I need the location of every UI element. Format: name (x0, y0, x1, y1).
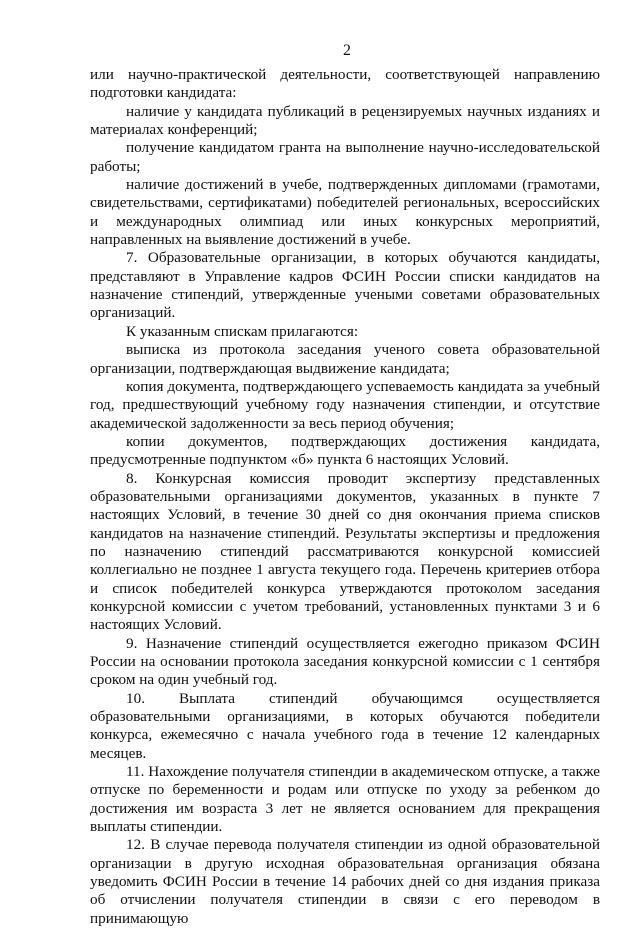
paragraph-item-8: 8. Конкурсная комиссия проводит экспертизу представленных образовательными организациями документов, указанных в пункте 7 настоящих Условий, в течение 30 дней со дня окончания приема списков кандидатов на назначение стипендий. Результаты экспертизы и предложения по назначению стипендий рассматриваются конкурсной комиссией коллегиально не позднее 1 августа текущего года. Перечень критериев отбора и список победителей конкурса утверждаются протоколом заседания конкурсной комиссии с учетом требований, установленных пунктами 3 и 6 настоящих Условий. (90, 469, 600, 634)
page-number: 2 (343, 42, 351, 59)
paragraph-item-11: 11. Нахождение получателя стипендии в академическом отпуске, а также отпуске по беременности и родам или отпуске по уходу за ребенком до достижения им возраста 3 лет не является основанием для прекращения выплаты стипендии. (90, 763, 600, 836)
paragraph-item-7: 7. Образовательные организации, в которых обучаются кандидаты, представляют в Управление кадров ФСИН России списки кандидатов на назначение стипендий, утвержденные учеными советами образовательных организаций. (90, 249, 600, 322)
paragraph-performance-copy: копия документа, подтверждающего успеваемость кандидата за учебный год, предшествующий учебному году назначения стипендии, и отсутствие академической задолженности за весь период обучения; (90, 377, 600, 432)
paragraph-continuation: или научно-практической деятельности, соответствующей направлению подготовки кандидата: (90, 66, 600, 102)
paragraph-publications: наличие у кандидата публикаций в рецензируемых научных изданиях и материалах конференций; (90, 102, 600, 139)
paragraph-protocol-extract: выписка из протокола заседания ученого совета образовательной организации, подтверждающая выдвижение кандидата; (90, 341, 600, 377)
paragraph-item-10: 10. Выплата стипендий обучающимся осуществляется образовательными организациями, в которых обучаются победители конкурса, ежемесячно с начала учебного года в течение 12 календарных месяцев. (90, 689, 600, 762)
paragraph-achievements: наличие достижений в учебе, подтвержденных дипломами (грамотами, свидетельствами, сертификатами) победителей региональных, всероссийских и международных олимпиад или иных конкурсных мероприятий, направленных на выявление достижений в учебе. (90, 176, 600, 249)
paragraph-grant: получение кандидатом гранта на выполнение научно-исследовательской работы; (90, 139, 600, 175)
paragraph-item-12: 12. В случае перевода получателя стипендии из одной образовательной организации в другую исходная образовательная организация обязана уведомить ФСИН России в течение 14 рабочих дней со дня издания приказа об отчислении получателя стипендии в связи с его переводом в принимающую (90, 836, 600, 927)
paragraph-achievement-copies: копии документов, подтверждающих достижения кандидата, предусмотренные подпунктом «б» пункта 6 настоящих Условий. (90, 432, 600, 469)
paragraph-attachments-intro: К указанным спискам прилагаются: (126, 322, 359, 340)
paragraph-item-9: 9. Назначение стипендий осуществляется ежегодно приказом ФСИН России на основании протокола заседания конкурсной комиссии с 1 сентября сроком на один учебный год. (90, 634, 600, 689)
